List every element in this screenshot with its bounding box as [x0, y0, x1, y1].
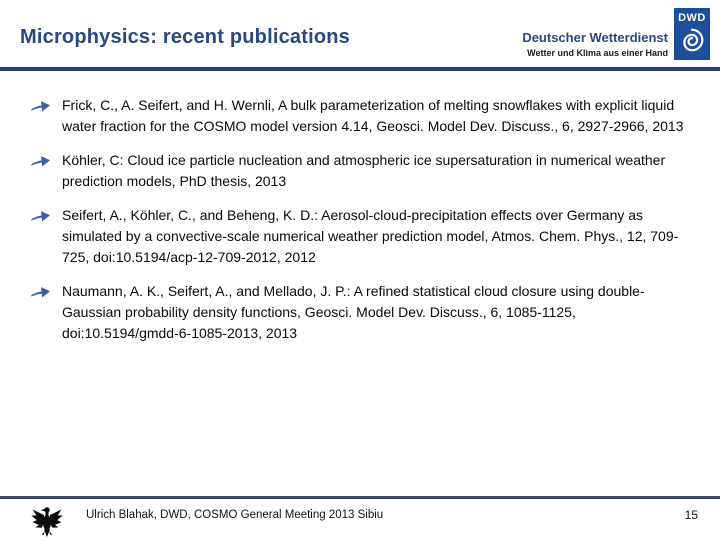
- list-item: [30, 281, 690, 344]
- header-divider: [0, 67, 720, 71]
- org-name: Deutscher Wetterdienst: [522, 30, 668, 45]
- slide-header: [0, 0, 720, 67]
- org-tagline: Wetter und Klima aus einer Hand: [527, 47, 668, 58]
- arrow-bullet-icon: [30, 150, 62, 173]
- spiral-icon: [678, 25, 706, 55]
- publications-list: [30, 95, 690, 357]
- publication-text: Naumann, A. K., Seifert, A., and Mellado, J. P.: A refined statistical cloud closure using double-Gaussian probability density functions, Geosci. Model Dev. Discuss., 6, 1085-1125, doi:10.5194/gmdd-6-1085-2013, 2013: [62, 283, 645, 341]
- arrow-bullet-icon: [30, 205, 62, 228]
- page-number: 15: [684, 508, 698, 522]
- publication-text: Köhler, C: Cloud ice particle nucleation and atmospheric ice supersaturation in numerical weather prediction models, PhD thesis, 2013: [62, 152, 666, 189]
- page-title: Microphysics: recent publications: [20, 26, 351, 48]
- list-item: [30, 205, 690, 268]
- list-item: [30, 150, 690, 192]
- arrow-bullet-icon: [30, 281, 62, 304]
- arrow-bullet-icon: [30, 95, 62, 118]
- footer-divider: [0, 496, 720, 499]
- federal-eagle-icon: [30, 503, 64, 539]
- dwd-logo: [674, 8, 710, 60]
- list-item: [30, 95, 690, 137]
- dwd-logo-text: DWD: [678, 12, 706, 24]
- publication-text: Seifert, A., Köhler, C., and Beheng, K. D.: Aerosol-cloud-precipitation effects over Germany as simulated by a convective-scale numerical weather prediction model, Atmos. Chem. Phys., 12, 709-725, doi:10.5194/acp-12-709-2012, 2012: [62, 207, 679, 265]
- org-block: [522, 31, 668, 58]
- publication-text: Frick, C., A. Seifert, and H. Wernli, A bulk parameterization of melting snowflakes with explicit liquid water fraction for the COSMO model version 4.14, Geosci. Model Dev. Discuss., 6, 2927-2966, 2013: [62, 97, 684, 134]
- footer-credit: Ulrich Blahak, DWD, COSMO General Meeting 2013 Sibiu: [86, 509, 384, 521]
